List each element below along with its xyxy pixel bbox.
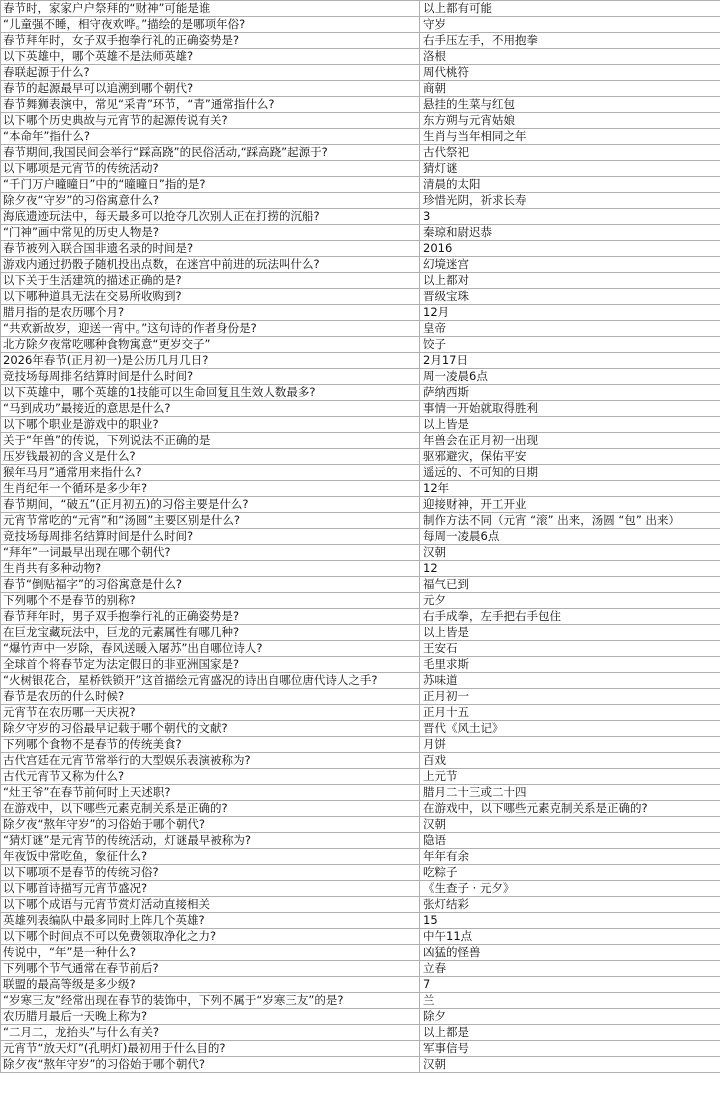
answer-cell: 珍惜光阴，祈求长寿 <box>420 193 720 209</box>
table-row <box>1 465 720 481</box>
answer-cell: 中午11点 <box>420 929 720 945</box>
table-row <box>1 209 720 225</box>
answer-cell: 正月十五 <box>420 705 720 721</box>
question-cell: 以下哪个时间点不可以免费领取净化之力? <box>1 929 420 945</box>
answer-cell: 12 <box>420 561 720 577</box>
table-row <box>1 497 720 513</box>
question-cell: 元宵节“放天灯”(孔明灯)最初用于什么目的? <box>1 1041 420 1057</box>
answer-cell: 清晨的太阳 <box>420 177 720 193</box>
question-cell: 竞技场每周排名结算时间是什么时间? <box>1 369 420 385</box>
table-row <box>1 113 720 129</box>
table-row <box>1 81 720 97</box>
question-cell: “马到成功”最接近的意思是什么? <box>1 401 420 417</box>
table-row <box>1 513 720 529</box>
answer-cell: 周代桃符 <box>420 65 720 81</box>
table-row <box>1 849 720 865</box>
question-cell: 联盟的最高等级是多少级? <box>1 977 420 993</box>
table-row <box>1 545 720 561</box>
question-cell: 除夕夜“熬年守岁”的习俗始于哪个朝代? <box>1 1057 420 1073</box>
table-row <box>1 945 720 961</box>
question-cell: 元宵节常吃的“元宵”和“汤圆”主要区别是什么? <box>1 513 420 529</box>
table-row <box>1 913 720 929</box>
answer-cell: 汉朝 <box>420 545 720 561</box>
answer-cell: 晋代《风土记》 <box>420 721 720 737</box>
table-row <box>1 625 720 641</box>
question-cell: 传说中，“年”是一种什么? <box>1 945 420 961</box>
question-cell: 英雄列表编队中最多同时上阵几个英雄? <box>1 913 420 929</box>
answer-cell: 正月初一 <box>420 689 720 705</box>
table-row <box>1 33 720 49</box>
question-cell: 以下哪种道具无法在交易所收购到? <box>1 289 420 305</box>
table-row <box>1 785 720 801</box>
table-row <box>1 833 720 849</box>
answer-cell: 驱邪避灾，保佑平安 <box>420 449 720 465</box>
table-row <box>1 337 720 353</box>
question-cell: 农历腊月最后一天晚上称为? <box>1 1009 420 1025</box>
answer-cell: 15 <box>420 913 720 929</box>
answer-cell: 洛根 <box>420 49 720 65</box>
question-cell: “爆竹声中一岁除，春风送暖入屠苏”出自哪位诗人? <box>1 641 420 657</box>
answer-cell: 苏味道 <box>420 673 720 689</box>
table-row <box>1 961 720 977</box>
question-cell: 春节“倒贴福字”的习俗寓意是什么? <box>1 577 420 593</box>
question-cell: “二月二，龙抬头”与什么有关? <box>1 1025 420 1041</box>
table-row <box>1 641 720 657</box>
table-row <box>1 305 720 321</box>
answer-cell: 张灯结彩 <box>420 897 720 913</box>
answer-cell: 晋级宝珠 <box>420 289 720 305</box>
question-cell: 除夕夜“守岁”的习俗寓意什么? <box>1 193 420 209</box>
answer-cell: 商朝 <box>420 81 720 97</box>
table-row <box>1 193 720 209</box>
table-row <box>1 673 720 689</box>
question-cell: 下列哪个不是春节的别称? <box>1 593 420 609</box>
answer-cell: 汉朝 <box>420 817 720 833</box>
answer-cell: 周一凌晨6点 <box>420 369 720 385</box>
answer-cell: 制作方法不同（元宵 “滚” 出来，汤圆 “包” 出来） <box>420 513 720 529</box>
table-row <box>1 449 720 465</box>
question-cell: “猜灯谜”是元宵节的传统活动，灯谜最早被称为? <box>1 833 420 849</box>
question-cell: 腊月指的是农历哪个月? <box>1 305 420 321</box>
table-row <box>1 241 720 257</box>
answer-cell: 古代祭祀 <box>420 145 720 161</box>
table-row <box>1 609 720 625</box>
table-row <box>1 1041 720 1057</box>
question-cell: 关于“年兽”的传说，下列说法不正确的是 <box>1 433 420 449</box>
answer-cell: 秦琼和尉迟恭 <box>420 225 720 241</box>
question-cell: 春节的起源最早可以追溯到哪个朝代? <box>1 81 420 97</box>
question-cell: 猴年马月”通常用来指什么? <box>1 465 420 481</box>
answer-cell: 上元节 <box>420 769 720 785</box>
answer-cell: 王安石 <box>420 641 720 657</box>
question-cell: “岁寒三友”经常出现在春节的装饰中，下列不属于“岁寒三友”的是? <box>1 993 420 1009</box>
question-cell: 以下哪个历史典故与元宵节的起源传说有关? <box>1 113 420 129</box>
question-cell: 以下英雄中，哪个英雄不是法师英雄? <box>1 49 420 65</box>
table-row <box>1 865 720 881</box>
answer-cell: 军事信号 <box>420 1041 720 1057</box>
question-cell: 以下哪项不是春节的传统习俗? <box>1 865 420 881</box>
table-row <box>1 145 720 161</box>
answer-cell: 立春 <box>420 961 720 977</box>
table-row <box>1 801 720 817</box>
table-row <box>1 49 720 65</box>
table-row <box>1 257 720 273</box>
question-cell: 压岁钱最初的含义是什么? <box>1 449 420 465</box>
question-cell: 下列哪个节气通常在春节前后? <box>1 961 420 977</box>
answer-cell: 除夕 <box>420 1009 720 1025</box>
question-cell: 春节时，家家户户祭拜的“财神”可能是谁 <box>1 1 420 17</box>
table-row <box>1 753 720 769</box>
answer-cell: 以上皆是 <box>420 417 720 433</box>
answer-cell: 守岁 <box>420 17 720 33</box>
answer-cell: 元夕 <box>420 593 720 609</box>
question-cell: 春节拜年时，男子双手抱拳行礼的正确姿势是? <box>1 609 420 625</box>
question-cell: 北方除夕夜常吃哪种食物寓意“更岁交子” <box>1 337 420 353</box>
question-cell: 春节期间，“破五”(正月初五)的习俗主要是什么? <box>1 497 420 513</box>
answer-cell: 福气已到 <box>420 577 720 593</box>
table-row <box>1 737 720 753</box>
question-cell: 2026年春节(正月初一)是公历几月几日? <box>1 353 420 369</box>
answer-cell: 2016 <box>420 241 720 257</box>
table-row <box>1 1009 720 1025</box>
answer-cell: 萨纳西斯 <box>420 385 720 401</box>
question-cell: “本命年”指什么? <box>1 129 420 145</box>
answer-cell: 3 <box>420 209 720 225</box>
table-row <box>1 481 720 497</box>
table-row <box>1 1057 720 1073</box>
answer-cell: 12月 <box>420 305 720 321</box>
table-row <box>1 769 720 785</box>
answer-cell: 幻境迷宫 <box>420 257 720 273</box>
table-row <box>1 401 720 417</box>
question-cell: “门神”画中常见的历史人物是? <box>1 225 420 241</box>
answer-cell: 右手压左手，不用抱拳 <box>420 33 720 49</box>
answer-cell: 猜灯谜 <box>420 161 720 177</box>
answer-cell: 皇帝 <box>420 321 720 337</box>
table-row <box>1 289 720 305</box>
table-row <box>1 1 720 17</box>
answer-cell: 东方朔与元宵姑娘 <box>420 113 720 129</box>
answer-cell: 百戏 <box>420 753 720 769</box>
table-row <box>1 529 720 545</box>
answer-cell: 兰 <box>420 993 720 1009</box>
question-cell: 春节拜年时，女子双手抱拳行礼的正确姿势是? <box>1 33 420 49</box>
question-cell: 以下英雄中，哪个英雄的1技能可以生命回复且生效人数最多? <box>1 385 420 401</box>
question-cell: 游戏内通过扔骰子随机投出点数，在迷宫中前进的玩法叫什么? <box>1 257 420 273</box>
answer-cell: 遥远的、不可知的日期 <box>420 465 720 481</box>
answer-cell: 12年 <box>420 481 720 497</box>
answer-cell: 凶猛的怪兽 <box>420 945 720 961</box>
answer-cell: 饺子 <box>420 337 720 353</box>
question-cell: 以下哪个职业是游戏中的职业? <box>1 417 420 433</box>
question-cell: 年夜饭中常吃鱼，象征什么? <box>1 849 420 865</box>
answer-cell: 7 <box>420 977 720 993</box>
table-row <box>1 417 720 433</box>
table-row <box>1 433 720 449</box>
question-cell: 除夕夜“熬年守岁”的习俗始于哪个朝代? <box>1 817 420 833</box>
table-row <box>1 593 720 609</box>
table-row <box>1 689 720 705</box>
question-cell: 全球首个将春节定为法定假日的非亚洲国家是? <box>1 657 420 673</box>
answer-cell: 每周一凌晨6点 <box>420 529 720 545</box>
question-cell: 古代元宵节又称为什么? <box>1 769 420 785</box>
table-row <box>1 977 720 993</box>
answer-cell: 年年有余 <box>420 849 720 865</box>
table-row <box>1 177 720 193</box>
table-row <box>1 1025 720 1041</box>
answer-cell: 以上都对 <box>420 273 720 289</box>
answer-cell: 《生查子 · 元夕》 <box>420 881 720 897</box>
answer-cell: 2月17日 <box>420 353 720 369</box>
answer-cell: 月饼 <box>420 737 720 753</box>
answer-cell: 毛里求斯 <box>420 657 720 673</box>
answer-cell: 迎接财神，开工开业 <box>420 497 720 513</box>
question-cell: “共欢新故岁，迎送一宵中。”这句诗的作者身份是? <box>1 321 420 337</box>
question-cell: 以下哪首诗描写元宵节盛况? <box>1 881 420 897</box>
table-row <box>1 321 720 337</box>
table-row <box>1 273 720 289</box>
question-cell: 竞技场每周排名结算时间是什么时间? <box>1 529 420 545</box>
table-row <box>1 161 720 177</box>
question-cell: 以下关于生活建筑的描述正确的是? <box>1 273 420 289</box>
table-row <box>1 897 720 913</box>
answer-cell: 年兽会在正月初一出现 <box>420 433 720 449</box>
question-cell: “拜年”一词最早出现在哪个朝代? <box>1 545 420 561</box>
table-row <box>1 577 720 593</box>
answer-cell: 以上都是 <box>420 1025 720 1041</box>
answer-cell: 事情一开始就取得胜利 <box>420 401 720 417</box>
question-cell: 春节被列入联合国非遗名录的时间是? <box>1 241 420 257</box>
answer-cell: 以上皆是 <box>420 625 720 641</box>
answer-cell: 汉朝 <box>420 1057 720 1073</box>
table-row <box>1 817 720 833</box>
table-row <box>1 657 720 673</box>
question-cell: 春节是农历的什么时候? <box>1 689 420 705</box>
question-cell: 海底遗迹玩法中，每天最多可以抢夺几次别人正在打捞的沉船? <box>1 209 420 225</box>
table-row <box>1 353 720 369</box>
question-cell: 元宵节在农历哪一天庆祝? <box>1 705 420 721</box>
question-cell: 下列哪个食物不是春节的传统美食? <box>1 737 420 753</box>
table-row <box>1 385 720 401</box>
question-cell: 春联起源于什么? <box>1 65 420 81</box>
table-row <box>1 17 720 33</box>
question-cell: “儿童强不睡，相守夜欢哗。”描绘的是哪项年俗? <box>1 17 420 33</box>
question-cell: “灶王爷”在春节前何时上天述职? <box>1 785 420 801</box>
question-cell: “火树银花合，星桥铁锁开”这首描绘元宵盛况的诗出自哪位唐代诗人之手? <box>1 673 420 689</box>
question-cell: 除夕守岁的习俗最早记载于哪个朝代的文献? <box>1 721 420 737</box>
qa-table-body <box>1 1 720 1073</box>
question-cell: 生肖共有多种动物? <box>1 561 420 577</box>
question-cell: “千门万户曈曈日”中的“曈曈日”指的是? <box>1 177 420 193</box>
table-row <box>1 65 720 81</box>
table-row <box>1 561 720 577</box>
answer-cell: 生肖与当年相同之年 <box>420 129 720 145</box>
table-row <box>1 721 720 737</box>
answer-cell: 悬挂的生菜与红包 <box>420 97 720 113</box>
answer-cell: 右手成拳，左手把右手包住 <box>420 609 720 625</box>
answer-cell: 在游戏中，以下哪些元素克制关系是正确的? <box>420 801 720 817</box>
question-cell: 以下哪个成语与元宵节赏灯活动直接相关 <box>1 897 420 913</box>
answer-cell: 隐语 <box>420 833 720 849</box>
question-cell: 春节期间,我国民间会举行“踩高跷”的民俗活动,“踩高跷”起源于? <box>1 145 420 161</box>
answer-cell: 以上都有可能 <box>420 1 720 17</box>
table-row <box>1 993 720 1009</box>
question-cell: 在游戏中，以下哪些元素克制关系是正确的? <box>1 801 420 817</box>
table-row <box>1 129 720 145</box>
question-cell: 以下哪项是元宵节的传统活动? <box>1 161 420 177</box>
table-row <box>1 881 720 897</box>
table-row <box>1 97 720 113</box>
answer-cell: 腊月二十三或二十四 <box>420 785 720 801</box>
question-cell: 春节舞狮表演中，常见“采青”环节，“青”通常指什么? <box>1 97 420 113</box>
question-cell: 在巨龙宝藏玩法中，巨龙的元素属性有哪几种? <box>1 625 420 641</box>
question-cell: 古代宫廷在元宵节常举行的大型娱乐表演被称为? <box>1 753 420 769</box>
table-row <box>1 225 720 241</box>
answer-cell: 吃粽子 <box>420 865 720 881</box>
table-row <box>1 705 720 721</box>
table-row <box>1 929 720 945</box>
table-row <box>1 369 720 385</box>
question-cell: 生肖纪年一个循环是多少年? <box>1 481 420 497</box>
